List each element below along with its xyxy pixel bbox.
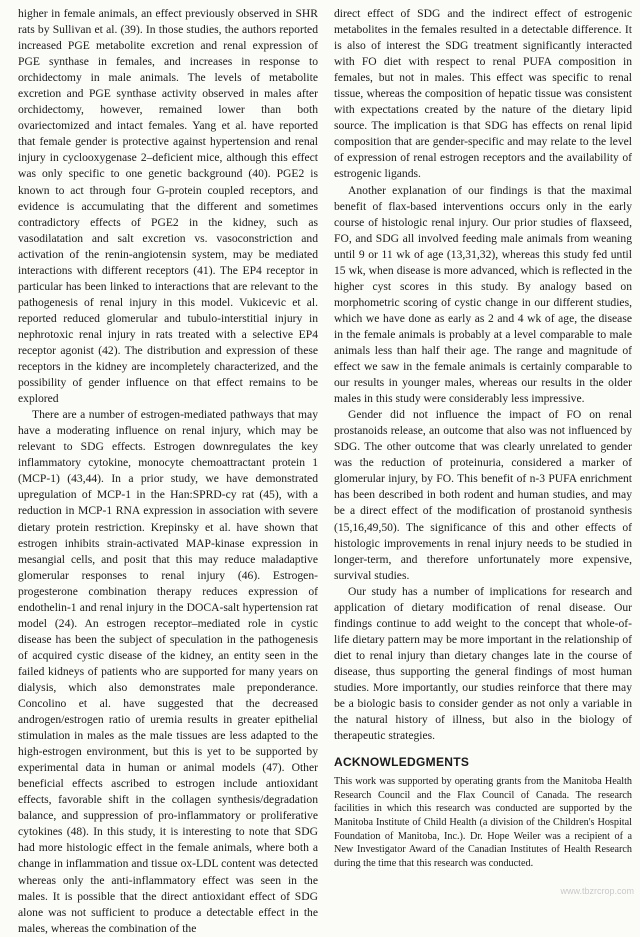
- watermark: www.tbzrcrop.com: [560, 886, 634, 896]
- paragraph-study-implications: Our study has a number of implications for research and application of dietary modification of renal disease. Our findings continue to add weight to the concept that whole-of-life dietary pattern may be more important in the relationship of diet to renal injury than dietary changes late in the course of disease, thus supporting the general findings of most human studies. More importantly, our studies reinforce that there may be a biologic basis to consider gender as not only a variable in the natural history of illness, but also in the biology of therapeutic strategies.: [334, 584, 632, 743]
- paragraph-fo-prostanoids: Gender did not influence the impact of FO on renal prostanoids release, an outcome that also was not influenced by SDG. The other outcome that was clearly unrelated to gender was the reduction of proteinuria, considered a marker of glomerular injury, by FO. This benefit of n-3 PUFA enrichment has been described in both rodent and human studies, and may be a direct effect of the modification of prostanoid synthesis (15,16,49,50). The significance of this and other effects of histologic improvements in renal injury needs to be studied in longer-term, and therefore unfortunately more expensive, survival studies.: [334, 408, 632, 582]
- right-text-column: [334, 6, 632, 870]
- paragraph-flax-early-course: Another explanation of our findings is that the maximal benefit of flax-based interventions occurs only in the early course of histologic renal injury. Our prior studies of flaxseed, FO, and SDG all involved feeding male animals from weaning until 9 or 11 wk of age (13,31,32), whereas this study fed until 15 wk, when disease is more advanced, which is reflected in the higher cyst scores in this study. By analogy based on morphometric scoring of cystic change in our different studies, which we have done as early as 2 and 4 wk of age, the disease in the female animals is probably at a level comparable to male animals less than half their age. The range and magnitude of effect we saw in the female animals is certainly comparable to our results in younger males, whereas our results in the older males in this study were considerably less impressive.: [334, 183, 632, 406]
- left-text-column: [18, 6, 318, 937]
- acknowledgments-text: This work was supported by operating grants from the Manitoba Health Research Council and the Flax Council of Canada. The research facilities in which this research was conducted are supported by the Manitoba Institute of Child Health (a division of the Children's Hospital Foundation of Manitoba, Inc.). Dr. Hope Weiler was a recipient of a New Investigator Award of the Canadian Institutes of Health Research during the time that this research was conducted.: [334, 776, 632, 869]
- paragraph-estrogen-pathways: There are a number of estrogen-mediated pathways that may have a moderating influence on renal injury, which may be relevant to SDG effects. Estrogen downregulates the key inflammatory cytokine, monocyte chemoattractant protein 1 (MCP-1) (43,44). In a prior study, we have demonstrated upregulation of MCP-1 in the Han:SPRD-cy rat (45), with a reduction in MCP-1 RNA expression in association with severe dietary protein restriction. Krepinsky et al. have shown that estrogen inhibits strain-activated MAP-kinase expression in mesangial cells, and posit that this may reduce maladaptive glomerular responses to renal injury (46). Estrogen-progesterone combination therapy reduces expression of endothelin-1 and renal injury in the DOCA-salt hypertension rat model (24). An estrogen receptor–mediated role in cystic disease has been the subject of speculation in the pathogenesis of acquired cystic disease of the kidney, an entity seen in the failed kidneys of patients who are supported for many years on dialysis, which also demonstrates male preponderance. Concolino et al. have suggested that the decreased androgen/estrogen ratio of uremia results in greater epithelial stimulation in males as the male tissues are less adapted to the high-estrogen environment, but this is yet to be supported by experimental data in human or animal models (47). Other beneficial effects ascribed to estrogen include antioxidant effects, favorable shift in the collagen synthesis/degradation balance, and suppression of pro-inflammatory or proliferative cytokines (48). In this study, it is interesting to note that SDG had more histologic effect in the female animals, where both a change in inflammation and tissue ox-LDL content was detected whereas only the anti-inflammatory effect was seen in the males. It is possible that the direct antioxidant effect of SDG alone was not sufficient to produce a detectable effect in the males, whereas the combination of the: [18, 408, 318, 935]
- paragraph-prostaglandin-receptors: higher in female animals, an effect previously observed in SHR rats by Sullivan et al. (39). In those studies, the authors reported increased PGE metabolite excretion and renal expression of PGE synthase in females, and increases in response to orchidectomy in male animals. The levels of metabolite excretion and PGE synthase activity observed in males after orchidectomy, however, remained lower than both ovariectomized and intact females. Yang et al. have reported that female gender is protective against hypertension and renal injury in cyclooxygenase 2–deficient mice, although this effect was only specific to one genetic background (40). PGE2 is known to act through four G-protein coupled receptors, and evidence is accumulating that the different and sometimes contradictory effects of PGE2 in the kidney, such as vasodilatation and salt excretion vs. vasoconstriction and activation of the renin-angiotensin system, may be mediated interactions with different receptors (41). The EP4 receptor in particular has been linked to interactions that are relevant to the pathogenesis of renal injury in this model. Vukicevic et al. reported reduced glomerular and tubulo-interstitial injury in nephrotoxic renal injury in rats treated with a selective EP4 receptor agonist (42). The distribution and expression of these receptors in the kidney are incompletely characterized, and the possibility of gender influence on that effect remains to be explored: [18, 7, 318, 406]
- acknowledgments-heading: ACKNOWLEDGMENTS: [334, 755, 470, 770]
- paragraph-sdg-estrogenic-effect: direct effect of SDG and the indirect effect of estrogenic metabolites in the females resulted in a detectable difference. It is also of interest the SDG treatment significantly interacted with FO diet with respect to renal PUFA composition in females, but not in males. This effect was specific to renal tissue, whereas the composition of hepatic tissue was consistent with expectations created by the nature of the dietary lipid source. The implication is that SDG has effects on renal lipid composition that are gender-specific and may relate to the level of expression of renal estrogen receptors and the availability of estrogenic ligands.: [334, 7, 632, 181]
